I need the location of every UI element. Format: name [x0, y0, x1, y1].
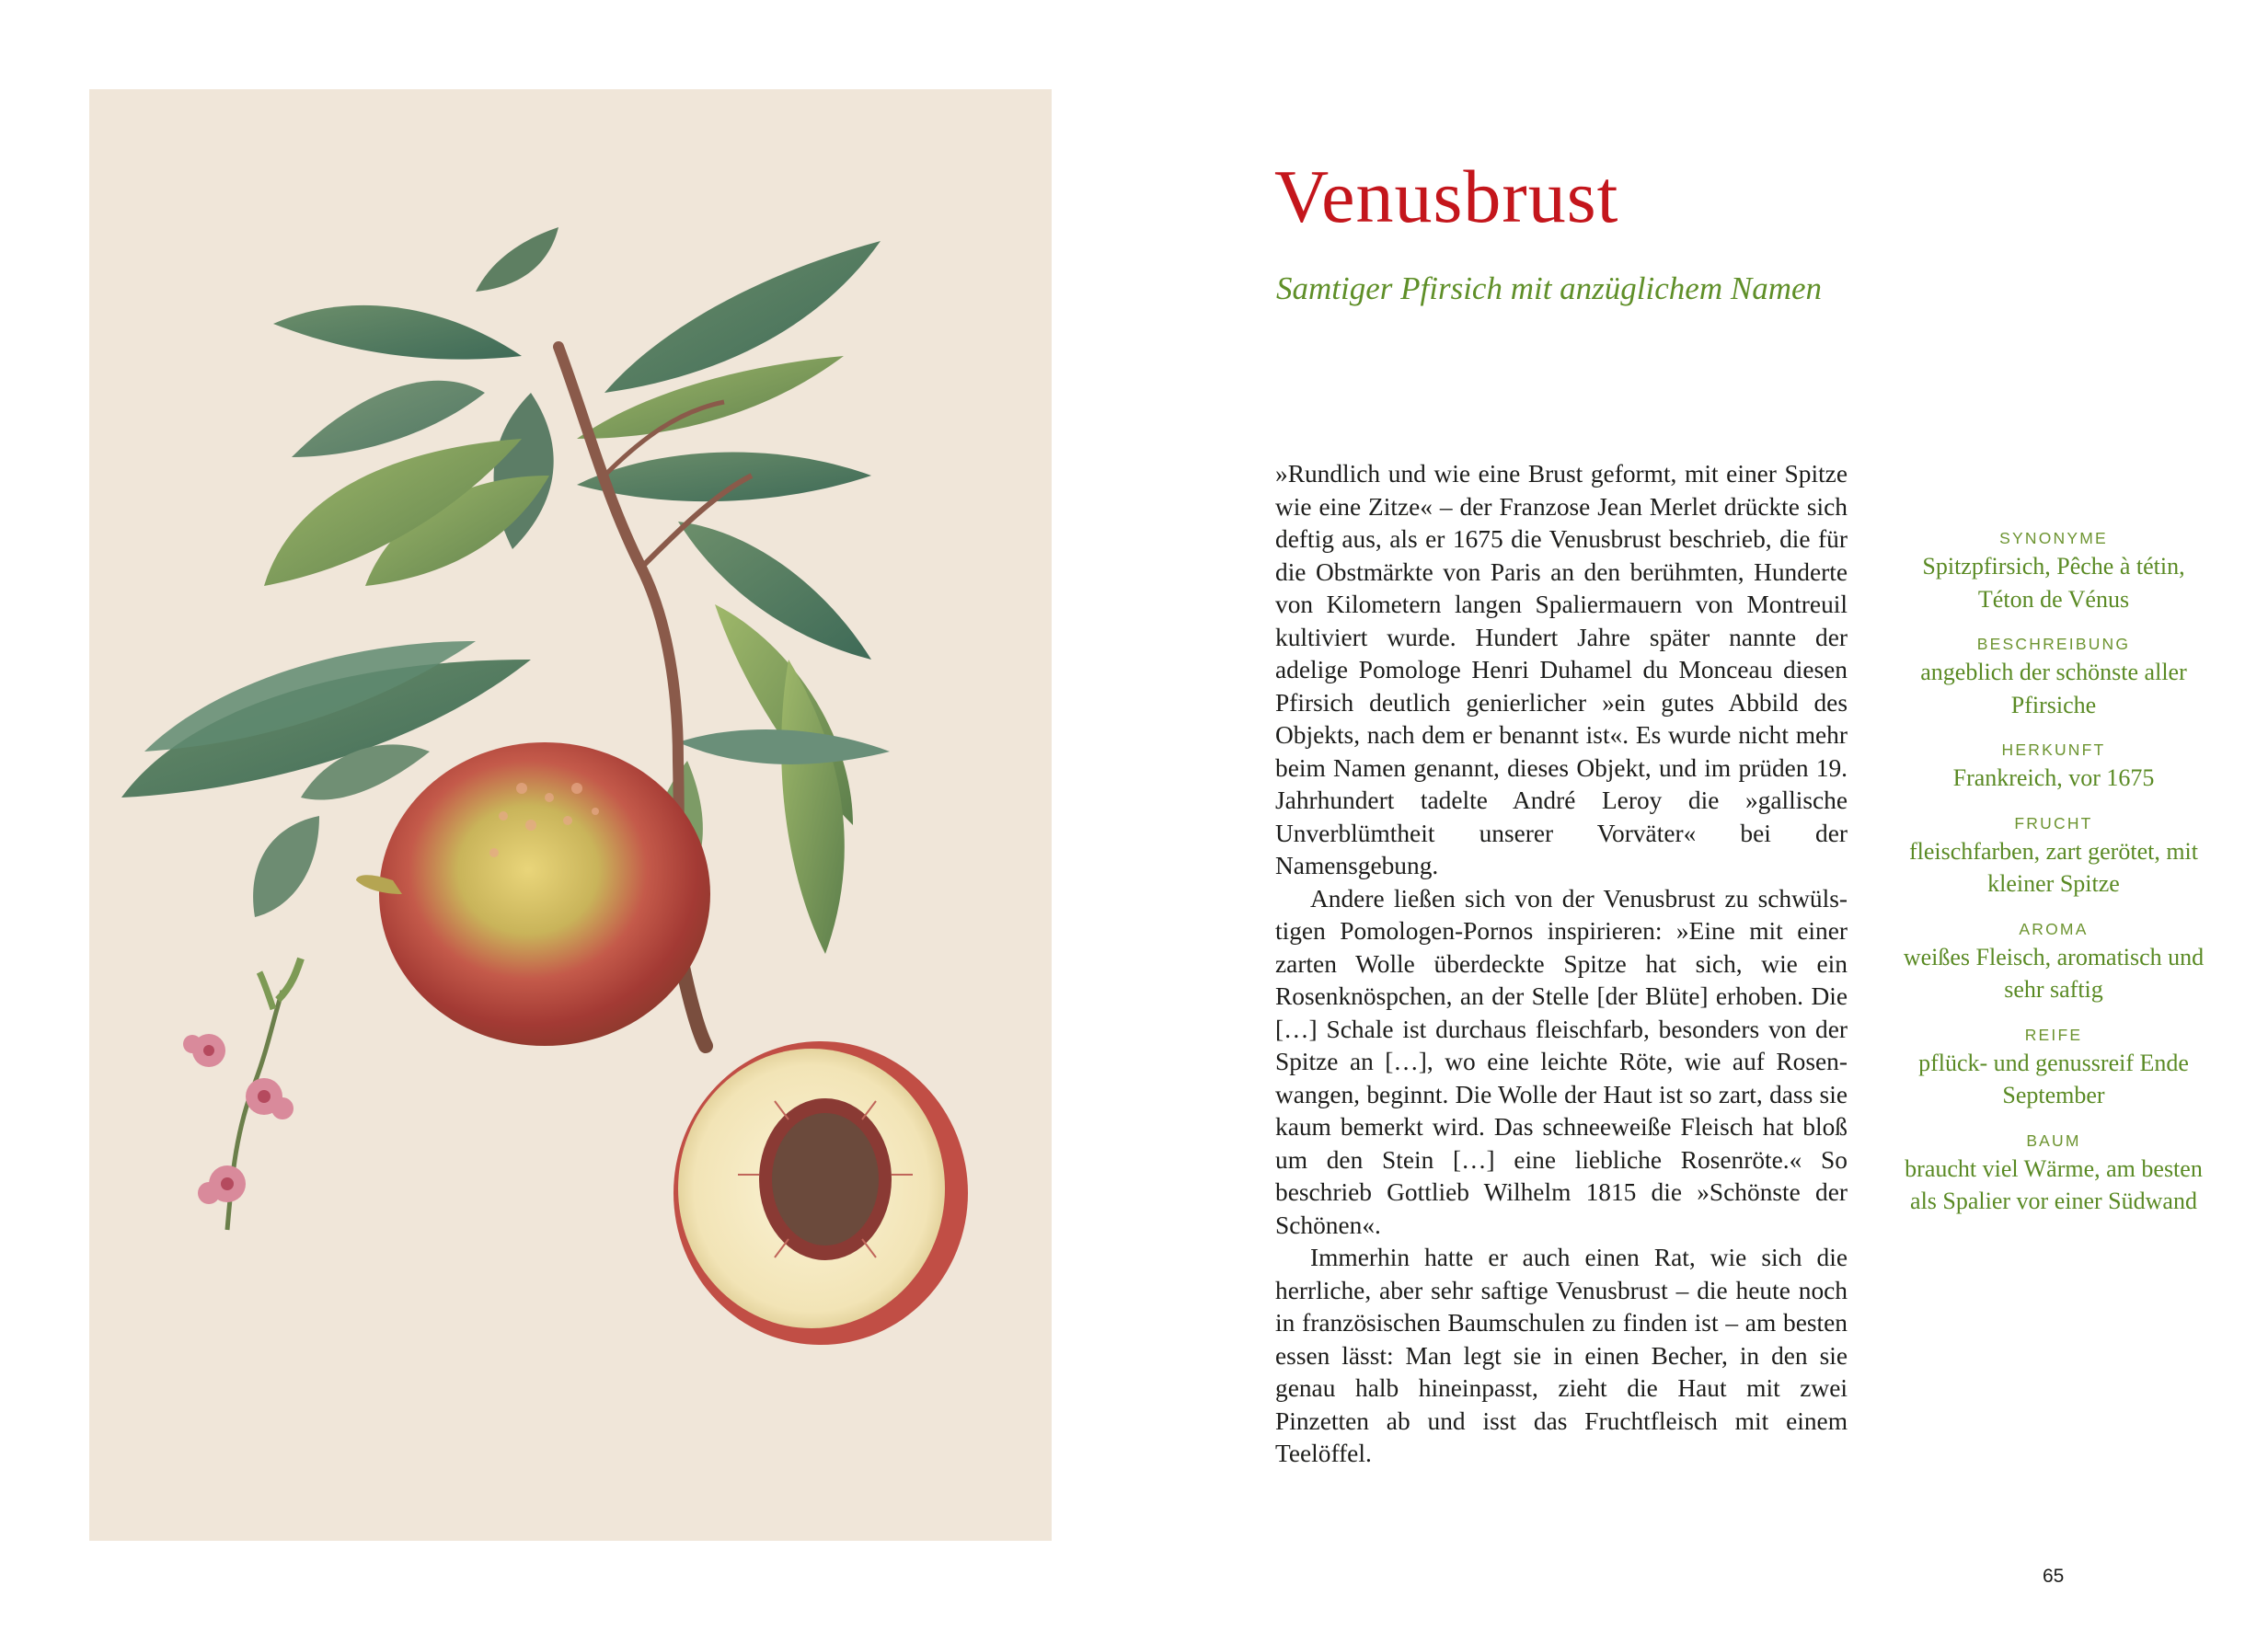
fact-value: braucht viel Wärme, am besten als Spalier vor einer Südwand	[1905, 1154, 2203, 1214]
fact-label: HERKUNFT	[2001, 740, 2106, 759]
body-paragraph: Immerhin hatte er auch einen Rat, wie sich die herrliche, aber sehr saftige Venusbrust – die heute noch in französischen Baumschulen zu finden ist – am besten essen lässt: Man legt sie in einen Becher, in den sie genau halb hineinpasst, zieht die Haut mit zwei Pinzetten ab und isst das Fruchtfleisch mit einem Teelöffel.	[1275, 1244, 1848, 1467]
peach-fruit	[356, 742, 710, 1046]
blossom-sprig	[183, 958, 301, 1230]
fact-value: fleischfarben, zart gerötet, mit kleiner Spitze	[1908, 837, 2199, 897]
fact-sidebar	[1895, 526, 2212, 1234]
fact-label: BESCHREIBUNG	[1976, 635, 2131, 653]
fact-herkunft	[1895, 738, 2212, 795]
peach-illustration	[89, 89, 1052, 1541]
fact-synonyme	[1895, 526, 2212, 615]
fact-label: AROMA	[2019, 919, 2089, 938]
page-subtitle: Samtiger Pfirsich mit anzüglichem Namen	[1276, 270, 1823, 306]
fact-reife	[1895, 1023, 2212, 1112]
fact-label: REIFE	[2024, 1025, 2083, 1044]
fact-baum	[1895, 1129, 2212, 1218]
fact-label: FRUCHT	[2014, 813, 2093, 832]
body-paragraph: Andere ließen sich von der Venusbrust zu schwülstigen Pomologen-Pornos inspirieren: »Eine mit einer zarten Wolle überdeckte Spitze hat sich, wie ein Rosenknöspchen, an der Stelle [der Blüte] erhoben. Die […] Schale ist durchaus fleischfarb, besonders von der Spitze an […], wo eine leichte Röte, wie auf Rosenwangen, beginnt. Die Wolle der Haut ist so zart, dass sie kaum bemerkt wird. Das schneeweiße Fleisch hat bloß um den Stein […] eine liebliche Rosenröte.« So beschrieb Gottlieb Wilhelm 1815 die »Schönste der Schönen«.	[1275, 884, 1848, 1239]
fact-value: pflück- und genussreif Ende September	[1918, 1049, 2189, 1108]
fact-aroma	[1895, 917, 2212, 1006]
page-number: 65	[2043, 1566, 2065, 1587]
fact-value: weißes Fleisch, aromatisch und sehr saftig	[1903, 943, 2205, 1003]
fact-label: SYNONYME	[1999, 529, 2108, 547]
fact-value: Spitzpfirsich, Pêche à tétin, Téton de Vénus	[1922, 553, 2185, 613]
fact-value: angeblich der schönste aller Pfirsiche	[1920, 659, 2187, 718]
body-text	[1275, 458, 1848, 1471]
fact-beschreibung	[1895, 632, 2212, 721]
fact-frucht	[1895, 811, 2212, 901]
fact-label: BAUM	[2026, 1131, 2081, 1150]
fact-value: Frankreich, vor 1675	[1952, 764, 2155, 791]
botanical-plate	[89, 89, 1052, 1541]
page-title: Venusbrust	[1274, 155, 1619, 238]
halved-peach	[673, 1041, 968, 1345]
body-paragraph: »Rundlich und wie eine Brust geformt, mit einer Spitze wie eine Zitze« – der Franzose Jean Merlet drückte sich deftig aus, als er 1675 die Venusbrust beschrieb, die für die Obstmärkte von Paris an den berühmten, Hunderte von Kilometern langen Spaliermauern von Montreuil kultiviert wurde. Hundert Jahre später nannte der adelige Pomologe Henri Duhamel du Monceau diesen Pfirsich deutlich genierlicher »ein gutes Abbild des Objekts, nach dem er benannt ist«. Es wurde nicht mehr beim Namen genannt, dieses Objekt, und im prüden 19. Jahrhundert tadelte André Leroy die »gallische Unverblümtheit unserer Vorväter« bei der Namensgebung.	[1275, 460, 1848, 879]
